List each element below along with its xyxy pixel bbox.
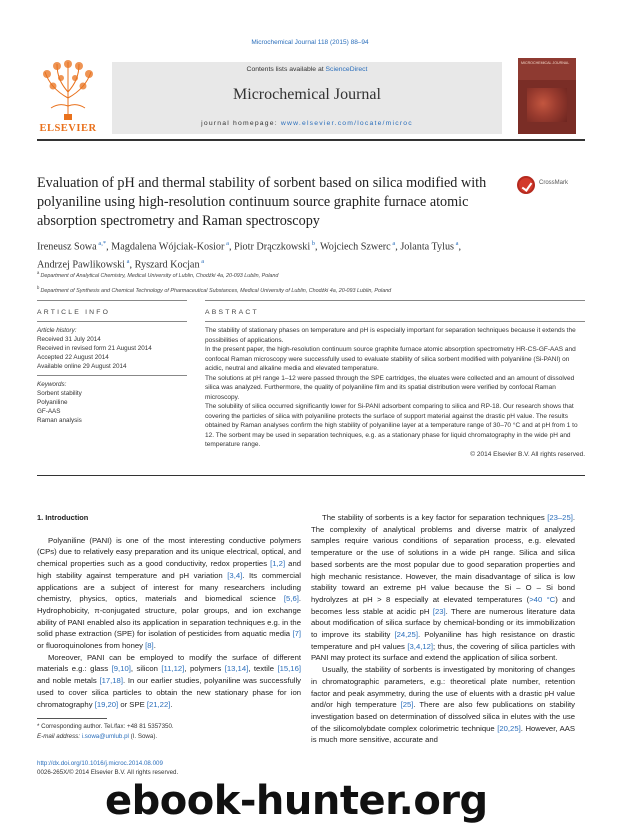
- author-separator: ,: [106, 241, 112, 253]
- citation-link[interactable]: [3,4,12]: [407, 641, 434, 651]
- watermark: ebook-hunter.org: [105, 778, 488, 824]
- body-text: .: [170, 699, 173, 709]
- body-text: . In our earlier studies, polyaniline was successfully used to cover silica particles to obtain the new stationary phase for ion chromatography: [37, 676, 301, 709]
- author-name: Ireneusz Sowa: [37, 241, 97, 253]
- footnote: [37, 722, 297, 741]
- abstract-rule: [205, 300, 585, 301]
- body-text: ) and becomes less stable at acidic pH: [311, 594, 575, 616]
- body-column-right: [311, 512, 575, 746]
- body-text: , polymers: [184, 664, 225, 674]
- abstract-end-rule: [37, 475, 585, 476]
- citation-link[interactable]: [5,6]: [283, 594, 299, 604]
- article-info-subrule: [37, 321, 187, 322]
- abstract-paragraphs: [205, 326, 585, 450]
- body-text: . However, AAS is much more sensitive, accurate and: [311, 723, 575, 745]
- citation-link[interactable]: [19,20]: [94, 699, 119, 709]
- body-text: . Hydrophobicity, π-conjugated structure, polar groups, and ion exchange ability of PANI enabled also its application in separation techniques e.g. in the solid phase extraction (SPE) for isolation of pesticides from aquatic media: [37, 594, 301, 639]
- left-paragraphs: [37, 535, 301, 711]
- article-history: [37, 326, 187, 371]
- citation-link[interactable]: [13,14]: [224, 664, 249, 674]
- elsevier-wordmark: ELSEVIER: [39, 123, 97, 134]
- doi-block: [37, 760, 297, 777]
- history-entry: Available online 29 August 2014: [37, 363, 127, 370]
- affiliation-marker: a: [37, 270, 41, 275]
- history-list: [37, 335, 187, 371]
- keywords-list: [37, 389, 187, 425]
- article-title: Evaluation of pH and thermal stability of sorbent based on silica modified with polyaniline using high-resolution continuum source graphite furnace atomic absorption spectrometry and Raman spectroscopy: [37, 175, 487, 229]
- journal-reference[interactable]: Microchemical Journal 118 (2015) 88–94: [251, 39, 369, 46]
- affiliation-marker: b: [37, 284, 41, 290]
- citation-link[interactable]: [21,22]: [146, 699, 171, 709]
- author-line-1: [37, 236, 585, 254]
- author-name: Andrzej Pawlikowski: [37, 259, 125, 271]
- body-text: or fluoroquinolones from honey: [37, 641, 146, 651]
- keyword: Raman analysis: [37, 417, 82, 424]
- crossmark-icon: [517, 176, 535, 194]
- body-text: Moreover, PANI can be employed to modify the surface of different materials e.g.: glass: [37, 652, 301, 674]
- author-affiliation-marker[interactable]: a: [224, 240, 229, 247]
- abstract-subrule: [205, 321, 585, 322]
- crossmark-label: CrossMark: [539, 180, 569, 186]
- citation-link[interactable]: [7]: [292, 629, 301, 639]
- keywords: [37, 380, 187, 425]
- affiliation: [37, 267, 585, 282]
- homepage-prefix: journal homepage:: [201, 120, 281, 127]
- body-text: . Its commercial applications are a subject of interest for many researchers including chemistry, physics, optics, materials and biomedical science: [37, 570, 301, 604]
- affiliation: [37, 282, 585, 297]
- keyword: Sorbent stability: [37, 390, 82, 397]
- body-text: . The complexity of analytical problems and diverse matrix of analyzed samples require various conditions of separation process, e.g. elevated temperature or the use of solutions in a wide pH range. Silica and silica based sorbents are the most popular due to good separation properties and high mechanic resistance. However, the main disadvantage of silica is low stability toward an extreme pH value because the Si – O – Si bond hydrolyzes at pH > 8 especially at elevated temperatures (: [311, 513, 575, 604]
- footnote-email-suffix: (I. Sowa).: [128, 732, 158, 740]
- body-text: or SPE: [118, 699, 147, 709]
- body-text: Usually, the stability of sorbents is investigated by monitoring of changes in chromatographic parameters, e.g.: theoretical plate number, retention factor and peak asymmetry, during the use of eluents with a drastic pH value and/or high temperature: [311, 665, 575, 710]
- body-text: and high stability against temperature and pH variation: [37, 559, 301, 580]
- citation-link[interactable]: [3,4]: [227, 570, 243, 580]
- abstract-heading: ABSTRACT: [205, 309, 259, 316]
- cover-artwork: [527, 88, 567, 122]
- author-affiliation-marker[interactable]: a: [199, 258, 205, 266]
- abstract-copyright: © 2014 Elsevier B.V. All rights reserved.: [470, 450, 585, 458]
- elsevier-logo: [37, 58, 99, 134]
- abstract-paragraph: The solutions at pH range 1–12 were passed through the SPE cartridges, the eluates were collected and an amount of dissolved silica was analyzed. Furthermore, the quality of polyaniline film and its spatial distribution were verified by confocal Raman microscopy.: [205, 374, 575, 401]
- author-name: Wojciech Szwerc: [319, 241, 391, 253]
- body-text: , silicon: [130, 664, 162, 674]
- footnote-email-label: E-mail address:: [37, 732, 82, 740]
- keyword: GF-AAS: [37, 408, 61, 415]
- affiliation-text: Department of Synthesis and Chemical Technology of Pharmaceutical Substances, Medical University of Lublin, Chodźki 4a, 20-093 Lublin, Poland: [40, 287, 392, 294]
- history-entry: Received 31 July 2014: [37, 336, 101, 343]
- affiliation-list: [37, 267, 585, 297]
- body-text: Polyaniline (PANI) is one of the most interesting conductive polymers (CPs) due to relatively easy preparation and its unique electrical, optical, and chemical properties such as a good conductivity, redox properties: [37, 535, 301, 569]
- contents-line: [112, 66, 502, 73]
- affiliations: [37, 267, 585, 297]
- journal-header-band: [112, 62, 502, 134]
- body-text: , textile: [248, 664, 278, 674]
- author-name: Jolanta Tylus: [400, 241, 455, 253]
- author-affiliation-marker[interactable]: a: [390, 240, 396, 247]
- keywords-label: Keywords:: [37, 381, 67, 388]
- author-affiliation-marker[interactable]: a,*: [96, 240, 107, 247]
- issn-line: 0026-265X/© 2014 Elsevier B.V. All rights reserved.: [37, 768, 179, 776]
- journal-cover-image: [518, 58, 576, 134]
- right-paragraphs: [311, 512, 575, 746]
- footnote-corresponding: * Corresponding author. Tel./fax: +48 81 5357350.: [37, 723, 174, 730]
- footnote-email-line: [37, 732, 297, 742]
- citation-link[interactable]: [11,12]: [161, 664, 185, 674]
- author-affiliation-marker[interactable]: a: [125, 258, 130, 266]
- body-paragraph: [311, 664, 575, 746]
- citation-link[interactable]: >40 °C: [529, 594, 556, 604]
- body-text: ; thus, the covering of silica particles with PANI may protect its surface and extend the application of silica sorbent.: [311, 641, 575, 663]
- author-separator: ,: [458, 241, 462, 253]
- citation-link[interactable]: [23]: [432, 606, 446, 616]
- history-entry: Accepted 22 August 2014: [37, 354, 109, 361]
- body-text: . There are also few publications on stability investigation based on determination of dissolved silica in elutes with the use of the silicomolybdate complex colorimetric technique: [311, 700, 576, 733]
- body-text: . Polyaniline has high resistance on drastic temperature and pH values: [311, 630, 575, 651]
- author-name: Piotr Drączkowski: [234, 241, 311, 253]
- author-separator: ,: [395, 241, 401, 253]
- footnote-rule: [37, 718, 107, 719]
- body-paragraph: [37, 535, 301, 652]
- author-name: Magdalena Wójciak-Kosior: [111, 241, 225, 253]
- body-text: .: [153, 641, 156, 651]
- author-affiliation-marker[interactable]: a: [454, 240, 459, 247]
- author-affiliation-marker[interactable]: b: [310, 240, 316, 247]
- citation-link[interactable]: [1,2]: [270, 559, 286, 569]
- history-entry: Received in revised form 21 August 2014: [37, 345, 152, 352]
- header-rule: [37, 139, 585, 141]
- homepage-link[interactable]: www.elsevier.com/locate/microc: [280, 120, 413, 127]
- journal-title: Microchemical Journal: [233, 86, 381, 103]
- author-name: Ryszard Kocjan: [134, 259, 200, 271]
- affiliation-text: Department of Analytical Chemistry, Medical University of Lublin, Chodźki 4a, 20-093 Lublin, Poland: [40, 272, 279, 279]
- body-text: and noble metals: [37, 676, 100, 686]
- abstract-paragraph: In the present paper, the high-resolution continuum source graphite furnace atomic absorption spectrometry HR-CS-GF-AAS and confocal Raman microscopy were successfully used to evaluate stability of silica sorbent modified with polyaniline (Si-PANI) on acidic, neutral and alkaline media and elevated temperature.: [205, 346, 576, 372]
- author-separator: ,: [315, 241, 320, 253]
- body-paragraph: [311, 512, 575, 664]
- citation-link[interactable]: [20,25]: [497, 723, 521, 733]
- body-column-left: [37, 512, 301, 710]
- citation-link[interactable]: [24,25]: [394, 630, 418, 640]
- citation-link[interactable]: [15,16]: [277, 664, 301, 674]
- doi-link[interactable]: http://dx.doi.org/10.1016/j.microc.2014.08.009: [37, 760, 163, 767]
- author-separator: ,: [129, 259, 135, 271]
- body-text: . There are numerous literature data about modification of silica surface by chemical-bonding or its immobilization to improve its stability: [311, 606, 575, 640]
- elsevier-tree-icon: [37, 58, 99, 122]
- citation-link[interactable]: [17,18]: [99, 676, 123, 686]
- citation-link[interactable]: [23–25]: [547, 513, 573, 522]
- article-info-rule: [37, 300, 187, 301]
- abstract-body: [205, 326, 585, 459]
- abstract-paragraph: The solubility of silica occurred significantly lower for Si-PANI adsorbent comparing to silica and RP-18. Our research shows that covering the particles of silica with polyaniline protects the surface of support material against the drastic pH value. The results obtained by Raman analyses confirm the high stability of polyaniline layer at a temperature range of 30–70 °C and at pH from 1 to 12. The sorbent may be used in separation techniques, e.g. as a stationary phase for liquid chromatography in the wide pH and temperature range.: [205, 403, 578, 448]
- body-paragraph: [37, 652, 301, 711]
- sciencedirect-link[interactable]: ScienceDirect: [325, 66, 368, 73]
- citation-link[interactable]: [25]: [400, 700, 414, 710]
- crossmark-button[interactable]: [517, 175, 585, 197]
- article-info-heading: ARTICLE INFO: [37, 309, 111, 316]
- abstract-paragraph: The stability of stationary phases on temperature and pH is especially important for separation techniques because it extends the possibilities of applications.: [205, 327, 576, 344]
- author-email-link[interactable]: i.sowa@umlub.pl: [81, 732, 129, 740]
- keywords-rule: [37, 375, 187, 376]
- author-separator: ,: [228, 241, 235, 253]
- body-text: The stability of sorbents is a key factor for separation techniques: [322, 513, 548, 522]
- journal-homepage: [112, 120, 502, 127]
- citation-link[interactable]: [9,10]: [111, 664, 131, 674]
- contents-prefix: Contents lists available at: [246, 66, 326, 73]
- section-title: 1. Introduction: [37, 513, 89, 522]
- history-label: Article history:: [37, 327, 77, 334]
- cover-title: MICROCHEMICAL JOURNAL: [521, 61, 570, 65]
- citation-link[interactable]: [8]: [145, 641, 154, 651]
- keyword: Polyaniline: [37, 399, 68, 406]
